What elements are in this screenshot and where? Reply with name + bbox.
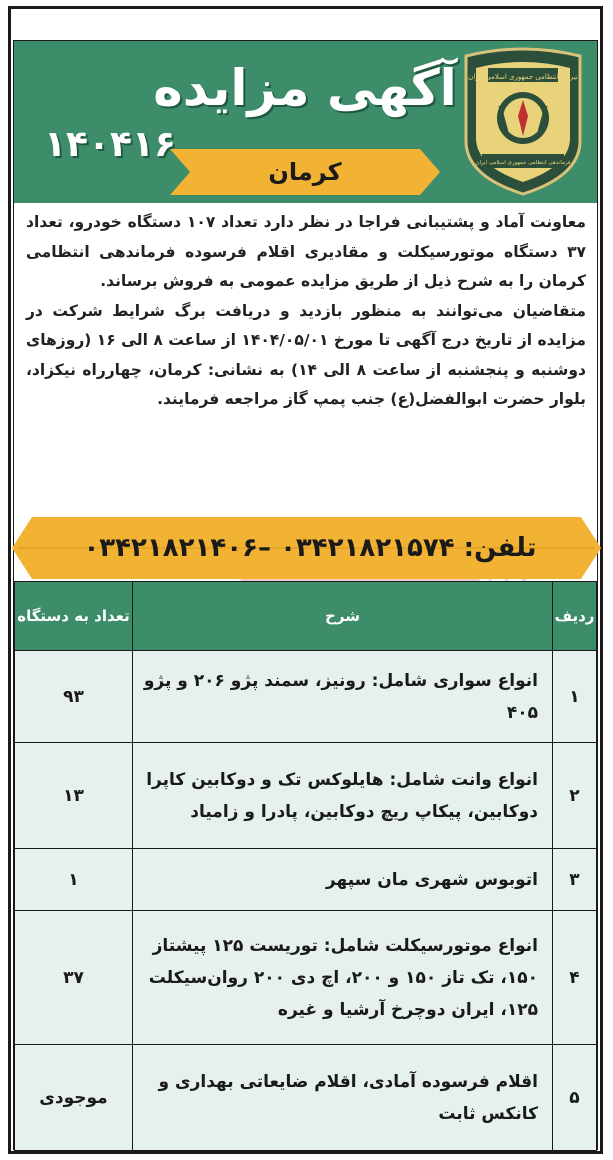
announcement-body — [26, 208, 586, 415]
row-number: ۵ — [553, 1045, 597, 1151]
row-count: ۱۳ — [15, 743, 133, 849]
table-row — [15, 849, 597, 911]
row-number: ۲ — [553, 743, 597, 849]
row-number: ۴ — [553, 911, 597, 1045]
table-row — [15, 911, 597, 1045]
row-count: ۹۳ — [15, 651, 133, 743]
row-count: موجودی — [15, 1045, 133, 1151]
row-description: انواع موتورسیکلت شامل: توریست ۱۲۵ پیشتاز ۱۵۰، تک تاز ۱۵۰ و ۲۰۰، اچ دی ۲۰۰ روان‌سیکلت ۱۲۵، ایران دوچرخ آرشیا و غیره — [133, 911, 553, 1045]
row-description: انواع وانت شامل: هایلوکس تک و دوکابین کاپرا دوکابین، پیکاپ ریچ دوکابین، پادرا و زامیاد — [133, 743, 553, 849]
row-description: اتوبوس شهری مان سپهر — [133, 849, 553, 911]
phone-numbers: تلفن: ۰۳۴۲۱۸۲۱۵۷۴ –۰۳۴۲۱۸۲۱۴۰۶ — [83, 533, 537, 563]
row-number: ۱ — [553, 651, 597, 743]
table-row — [15, 743, 597, 849]
ad-title: آگهی مزایده — [153, 59, 457, 117]
table-row — [15, 1045, 597, 1151]
city-label: کرمان — [268, 158, 342, 186]
emblem-bottom-label: فرماندهی انتظامی جمهوری اسلامی ایران — [475, 160, 571, 166]
table-row — [15, 651, 597, 743]
header-row-number: ردیف — [553, 582, 597, 651]
row-description: انواع سواری شامل: رونیز، سمند پژو ۲۰۶ و پژو ۴۰۵ — [133, 651, 553, 743]
row-description: اقلام فرسوده آمادی، اقلام ضایعاتی بهداری و کانکس ثابت — [133, 1045, 553, 1151]
row-count: ۳۷ — [15, 911, 133, 1045]
header-count: تعداد به دستگاه — [15, 582, 133, 651]
ad-date-code: ۱۴۰۴۱۶ — [44, 124, 176, 165]
row-count: ۱ — [15, 849, 133, 911]
paragraph-intro: معاونت آماد و پشتیبانی فراجا در نظر دارد تعداد ۱۰۷ دستگاه خودرو، تعداد ۳۷ دستگاه موتورسیکلت و مقادیری اقلام فرسوده فرماندهی انتظامی کرمان را به شرح ذیل از طریق مزایده عمومی به فروش برساند. — [26, 213, 586, 290]
row-number: ۳ — [553, 849, 597, 911]
paragraph-details: متقاضیان می‌توانند به منظور بازدید و دریافت برگ شرایط شرکت در مزایده از تاریخ درج آگهی تا مورخ ۱۴۰۴/۰۵/۰۱ از ساعت ۸ الی ۱۶ (روزهای دوشنبه و پنجشنبه از ساعت ۸ الی ۱۴) به نشانی: کرمان، چهارراه نیکزاد، بلوار حضرت ابوالفضل(ع) جنب پمپ گاز مراجعه فرمایند. — [26, 301, 587, 408]
emblem-top-label: نیروی انتظامی جمهوری اسلامی ایران — [468, 73, 578, 81]
police-emblem-icon — [458, 46, 588, 196]
table-header-row — [15, 582, 597, 651]
items-table — [14, 581, 597, 1151]
header-description: شرح — [133, 582, 553, 651]
